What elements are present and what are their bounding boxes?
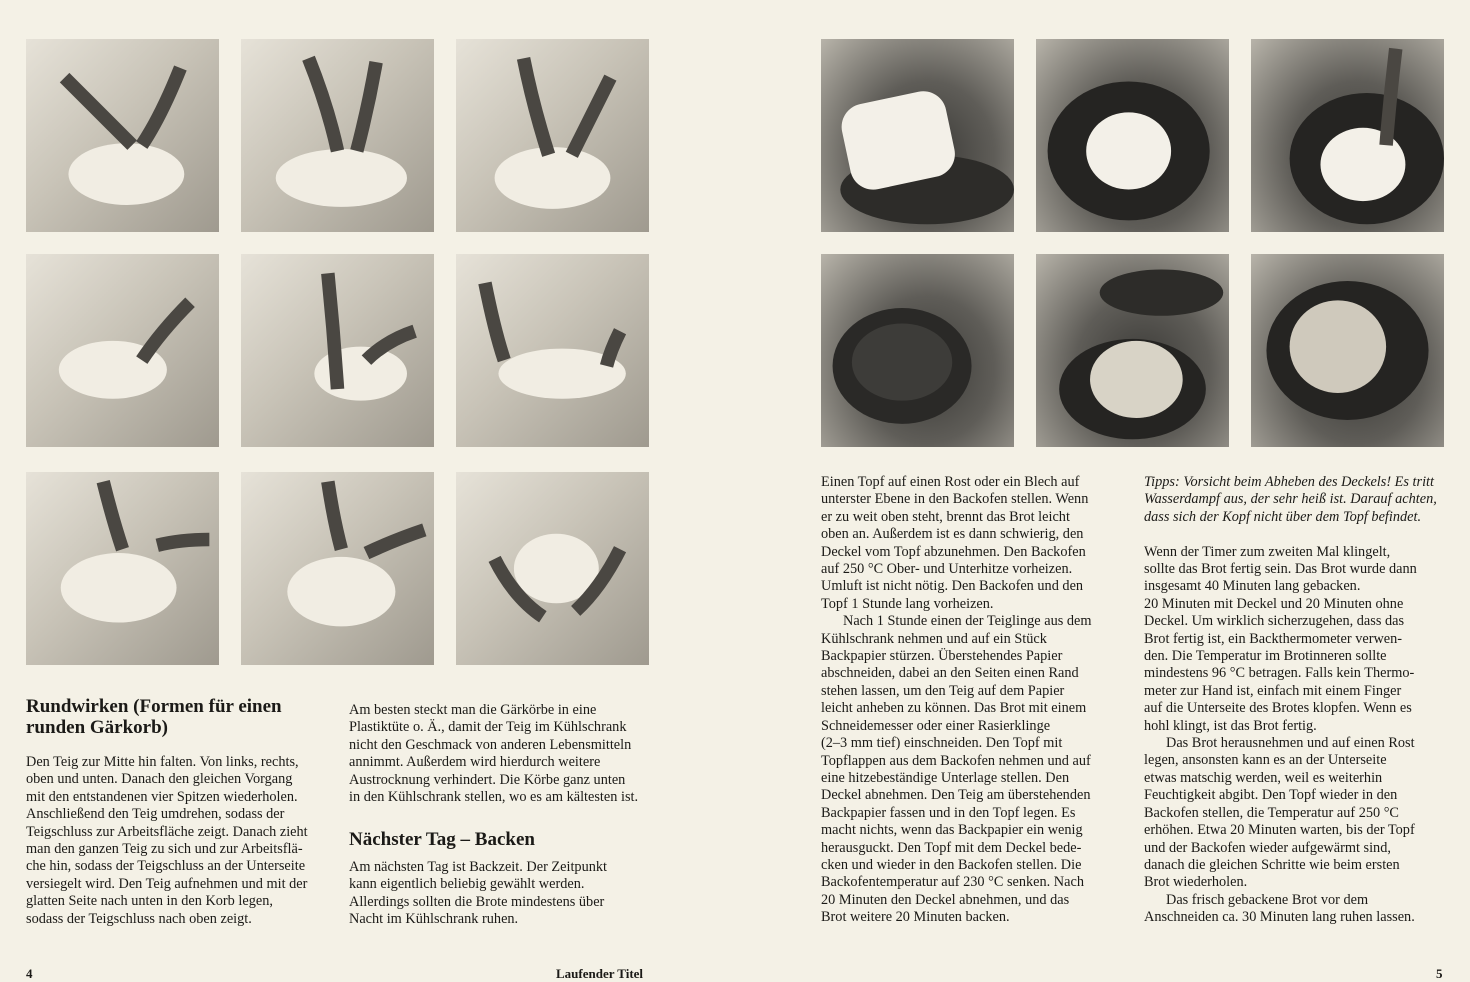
dough-photo-2 [241, 39, 434, 232]
rundwirken-text: Den Teig zur Mitte hin falten. Von links, rechts, oben und unten. Danach den gleichen Vorgang mit den entstandenen vier Spitzen wiederholen. Anschließend den Teig umdrehen, sodass der Teigschluss zur Arbeitsfläche zeigt. Danach zieht man den ganzen Teig zu sich und zur Arbeitsflä- che hin, sodass der Teigschluss an der Unterseite versiegelt wird. Den Teig aufnehmen und mit der glatten Seite nach unten in den Korb legen, sodass der Teigschluss nach oben zeigt. [26, 754, 308, 927]
backen-text: Am nächsten Tag ist Backzeit. Der Zeitpunkt kann eigentlich beliebig gewählt werden. Allerdings sollten die Brote mindestens über Nacht im Kühlschrank ruhen. [349, 859, 607, 928]
dough-photo-6 [456, 254, 649, 447]
dough-photo-7 [26, 472, 219, 665]
running-title: Laufender Titel [556, 966, 644, 981]
dough-photo-5 [241, 254, 434, 447]
pot-photo-6 [1251, 254, 1444, 447]
pot-photo-3 [1251, 39, 1444, 232]
pot-photo-2 [1036, 39, 1229, 232]
pot-photo-1 [821, 39, 1014, 232]
baking-text-col1: Einen Topf auf einen Rost oder ein Blech auf unterster Ebene in den Backofen stellen. Wenn er zu weit oben steht, brennt das Brot leicht oben an. Außerdem ist es dann schwierig, den Deckel vom Topf abzunehmen. Den Backofen auf 250 °C Ober- und Unterhitze vorheizen. Umluft ist nicht nötig. Den Backofen und den Topf 1 Stunde lang vorheizen. Nach 1 Stunde einen der Teiglinge aus dem Kühlschrank nehmen und auf ein Stück Backpapier stürzen. Überstehendes Papier abschneiden, dabei an den Seiten einen Rand stehen lassen, um den Teig auf dem Papier leicht anheben zu können. Das Brot mit einem Schneidemesser oder einer Rasierklinge (2–3 mm tief) einschneiden. Den Topf mit Topflappen aus dem Backofen nehmen und auf eine hitzebeständige Unterlage stellen. Den Deckel abnehmen. Den Teig am überstehenden Backpapier fassen und in den Topf legen. Es macht nichts, wenn das Backpapier ein wenig herausguckt. Den Topf mit dem Deckel bede- cken und wieder in den Backofen stellen. Die Backofentemperatur auf 230 °C senken. Nach 20 Minuten den Deckel abnehmen, und das Brot weitere 20 Minuten backen. [821, 474, 1092, 926]
tips-text: Tipps: Vorsicht beim Abheben des Deckels! Es tritt Wasserdampf aus, der sehr heiß ist. Darauf achten, dass sich der Kopf nicht über dem Topf befindet. [1144, 474, 1437, 525]
dough-photo-8 [241, 472, 434, 665]
page-number-left: 4 [26, 966, 33, 981]
pot-photo-5 [1036, 254, 1229, 447]
dough-photo-4 [26, 254, 219, 447]
dough-photo-3 [456, 39, 649, 232]
section-heading-backen: Nächster Tag – Backen [349, 829, 535, 850]
gaerkorb-text: Am besten steckt man die Gärkörbe in eine Plastiktüte o. Ä., damit der Teig im Kühlschrank nicht den Geschmack von anderen Lebensmitteln annimmt. Außerdem wird hierdurch weitere Austrocknung verhindert. Die Körbe ganz unten in den Kühlschrank stellen, wo es am kältesten ist. [349, 702, 639, 806]
dough-photo-1 [26, 39, 219, 232]
page-number-right: 5 [1436, 966, 1443, 981]
section-heading-rundwirken: Rundwirken (Formen für einen runden Gärkorb) [26, 696, 282, 738]
dough-photo-9 [456, 472, 649, 665]
baking-text-col2: Tipps: Vorsicht beim Abheben des Deckels! Es tritt Wasserdampf aus, der sehr heiß ist. Darauf achten, dass sich der Kopf nicht über dem Topf befindet. Wenn der Timer zum zweiten Mal klingelt, sollte das Brot fertig sein. Das Brot wurde dann insgesamt 40 Minuten lang gebacken. 20 Minuten mit Deckel und 20 Minuten ohne Deckel. Um wirklich sicherzugehen, dass das Brot fertig ist, ein Backthermometer verwen- den. Die Temperatur im Brotinneren sollte mindestens 96 °C betragen. Falls kein Thermo- meter zur Hand ist, einfach mit einem Finger auf die Unterseite des Brotes klopfen. Wenn es hohl klingt, ist das Brot fertig. Das Brot herausnehmen und auf einen Rost legen, ansonsten kann es an der Unterseite etwas matschig werden, weil es weiterhin Feuchtigkeit abgibt. Den Topf wieder in den Backofen stellen, die Temperatur auf 250 °C erhöhen. Etwa 20 Minuten warten, bis der Topf und der Backofen wieder aufgewärmt sind, danach die gleichen Schritte wie beim ersten Brot wiederholen. Das frisch gebackene Brot vor dem Anschneiden ca. 30 Minuten lang ruhen lassen. [1144, 474, 1454, 927]
pot-photo-4 [821, 254, 1014, 447]
